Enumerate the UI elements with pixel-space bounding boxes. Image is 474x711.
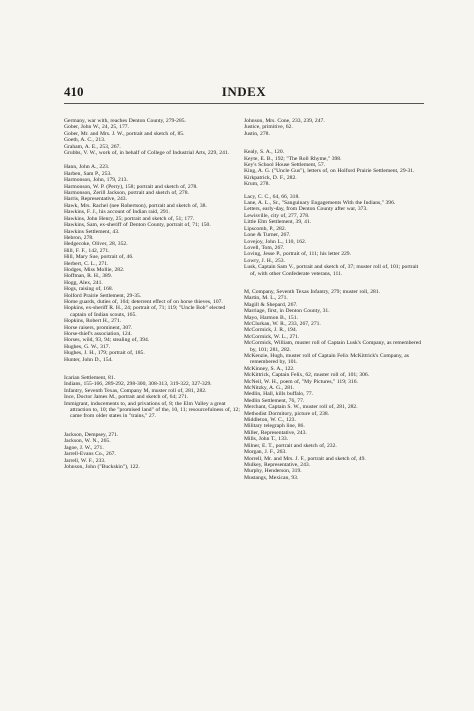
index-entry: Horse raisers, prominent, 307. bbox=[64, 324, 133, 331]
index-entry: Merchant, Captain S. W., muster roll of, 281, 282. bbox=[244, 404, 358, 411]
index-entry: Johnson, Mrs. Cone, 233, 239, 247. bbox=[244, 118, 325, 124]
index-entry: Icarian Settlement, 81. bbox=[64, 375, 116, 382]
index-entry: McCormick, W. L., 271. bbox=[244, 333, 300, 340]
index-entry: Kirkpatrick, D. F., 282. bbox=[244, 174, 297, 181]
index-entry: McClurkan, W. R., 233, 267, 271. bbox=[244, 320, 321, 327]
index-entry: Justice, primitive, 62. bbox=[244, 124, 293, 131]
index-entry: Lovejoy, John L., 110, 162. bbox=[244, 238, 307, 245]
index-entry: Lone & Turner, 267. bbox=[244, 232, 291, 239]
index-entry: Grubbs, V. W., work of, in behalf of College of Industrial Arts, 229, 241. bbox=[64, 150, 230, 157]
index-entry: Kealy, S. A., 120. bbox=[244, 149, 285, 156]
index-entry: Hill, Mary Sue, portrait of, 46. bbox=[64, 254, 134, 261]
index-entry: Home guards, duties of, 104; deterrent effect of on horse thieves, 107. bbox=[64, 298, 223, 305]
index-entry: Harris, Representative, 243. bbox=[64, 196, 127, 203]
index-entry: Hawkins, Sam, ex-sheriff of Denton County, portrait of, 71; 150. bbox=[64, 222, 211, 229]
index-entry: Harmonson, Zerill Jackson, portrait and sketch of, 278. bbox=[64, 190, 189, 197]
index-entry: Lusk, Captain Sam V., portrait and sketch of, 37; muster roll of, 101; portrait of, with other Confederate veterans, 111. bbox=[244, 264, 419, 277]
index-entry: Hopkins, ex-sheriff R. H., 24; portrait of, 71; 119; "Uncle Bob" elected captain of Indian scouts, 165. bbox=[64, 305, 226, 318]
index-entry: Loving, Jesse P., portrait of, 111; his letter 229. bbox=[244, 251, 351, 258]
index-letter-group bbox=[64, 375, 242, 420]
header-rule bbox=[64, 103, 424, 104]
index-entry: Hedgecoke, Oliver, 28, 352. bbox=[64, 241, 128, 248]
index-letter-group bbox=[64, 164, 242, 363]
page-header bbox=[64, 84, 424, 100]
index-entry: Miller, Representative, 243. bbox=[244, 429, 307, 436]
index-entry: Hawk, Mrs. Rachel (nee Robertson), portrait and sketch of, 38. bbox=[64, 202, 207, 209]
index-entry: Marriage, first, in Denton County, 31. bbox=[244, 308, 330, 315]
index-entry: Hughes, J. H., 179; portrait of, 185. bbox=[64, 350, 145, 357]
index-entry: Morgan, J. F., 263. bbox=[244, 449, 287, 456]
index-entry: Mustangs, Mexican, 93. bbox=[244, 474, 299, 481]
index-entry: Middleton, W. C., 123. bbox=[244, 417, 296, 424]
index-letter-group bbox=[244, 194, 422, 277]
index-entry: Infantry, Seventh Texas, Company M, muster roll of, 281, 282. bbox=[64, 387, 207, 394]
index-entry: Little Elm Settlement, 39, 41. bbox=[244, 219, 312, 226]
index-entry: Military telegraph line, 86. bbox=[244, 423, 305, 430]
index-letter-group bbox=[244, 118, 422, 137]
index-entry: Methodist Dormitory, picture of, 238. bbox=[244, 410, 330, 417]
index-entry: McNitzky, A. G., 281. bbox=[244, 385, 295, 392]
index-letter-group bbox=[244, 149, 422, 187]
index-entry: Hawkins, John Henry, 25; portrait and sketch of, 51; 177. bbox=[64, 215, 195, 222]
index-entry: Martin, M. L., 271. bbox=[244, 295, 288, 302]
page-title: INDEX bbox=[221, 84, 267, 99]
index-entry: Horse-thief's association, 124. bbox=[64, 331, 132, 337]
index-entry: McCormick, J. R., 194. bbox=[244, 327, 298, 334]
index-entry: Lacy, C. C., 64, 66, 318. bbox=[244, 193, 300, 200]
index-entry: Hawkins Settlement, 43. bbox=[64, 228, 120, 235]
index-entry: Indians, 155-166, 289-292, 298-300, 308-313, 319-322, 327-329. bbox=[64, 381, 212, 388]
index-entry: Jackson, Dempsey, 271. bbox=[64, 431, 119, 438]
index-entry: McKinney, S. A., 122. bbox=[244, 365, 295, 372]
index-entry: Germany, war with, reaches Denton County, 279-285. bbox=[64, 118, 186, 124]
index-entry: Lowry, J. H., 253. bbox=[244, 257, 285, 264]
index-entry: Milner, E. T., portrait and sketch of, 232. bbox=[244, 442, 337, 449]
index-entry: Letters, early-day, from Denton County after war, 373. bbox=[244, 206, 368, 213]
index-entry: Jarrell-Evans Co., 267. bbox=[64, 451, 116, 458]
index-column-right bbox=[244, 118, 422, 481]
index-entry: Hill, F. F., 142, 271. bbox=[64, 247, 110, 254]
index-entry: Hodges, Miss Mollie, 282. bbox=[64, 266, 125, 273]
index-entry: Justin, 278. bbox=[244, 130, 270, 137]
index-entry: Lovell, Tom, 267. bbox=[244, 244, 285, 251]
index-entry: Lewisville, city of, 277, 278. bbox=[244, 212, 310, 219]
index-entry: Gober, John W., 24, 25, 177. bbox=[64, 124, 129, 131]
index-entry: Horses, wild, 93, 94; stealing of, 394. bbox=[64, 337, 150, 344]
index-entry: Hebron, 278. bbox=[64, 234, 94, 241]
index-entry: M, Company, Seventh Texas Infantry, 279; muster roll, 281. bbox=[244, 288, 381, 295]
index-entry: Gober, Mr. and Mrs. J. W., portrait and sketch of, 85. bbox=[64, 130, 185, 137]
index-entry: Krum, 278. bbox=[244, 181, 270, 188]
index-entry: Harmonson, John, 179, 213. bbox=[64, 177, 128, 184]
index-entry: Morrell, Mr. and Mrs. J. F., portrait and sketch of, 49. bbox=[244, 455, 366, 462]
index-entry: Lane, A. L., Sr., "Sanguinary Engagements With the Indians," 396. bbox=[244, 200, 396, 207]
index-entry: Mills, John T., 133. bbox=[244, 436, 289, 443]
index-entry: McKittrick, Captain Felix, 62, muster roll of, 101; 306. bbox=[244, 372, 370, 379]
index-entry: Herbert, C. L., 271. bbox=[64, 260, 109, 267]
index-letter-group bbox=[244, 289, 422, 481]
index-entry: Keyte, E. B., 192; "The Roll Rhyme," 398. bbox=[244, 155, 342, 162]
index-entry: Hogs, raising of, 168. bbox=[64, 286, 114, 293]
index-entry: King, A. G. ("Uncle Gus"), letters of, on Holford Prairie Settlement, 29-31. bbox=[244, 168, 415, 175]
index-entry: Mayo, Harmon B., 151. bbox=[244, 314, 298, 321]
index-entry: Graham, A. E., 253, 267. bbox=[64, 143, 121, 150]
index-entry: Johnson, John ("Buckskin"), 122. bbox=[64, 463, 140, 470]
index-entry: Magill & Shepard, 267. bbox=[244, 301, 298, 308]
index-entry: Medlin, Hall, kills buffalo, 77. bbox=[244, 391, 314, 398]
page-number: 410 bbox=[64, 84, 84, 99]
index-entry: Goeth, A. C., 213. bbox=[64, 137, 106, 144]
index-letter-group bbox=[64, 118, 242, 156]
index-entry: Medlin Settlement, 76, 77. bbox=[244, 397, 305, 404]
index-entry: Hopkins, Robert H., 271. bbox=[64, 318, 122, 325]
index-entry: Ince, Doctor James M., portrait and sketch of, 64; 271. bbox=[64, 394, 189, 401]
index-entry: Mulkey, Representative, 243. bbox=[244, 461, 311, 468]
index-entry: Harmonson, W. P. (Perry), 158; portrait and sketch of, 278. bbox=[64, 183, 198, 190]
index-entry: Holford Prairie Settlement, 29-35. bbox=[64, 292, 142, 299]
index-entry: Murphy, Henderson, 319. bbox=[244, 468, 302, 475]
index-entry: McNeil, W. H., poem of, "My Pictures," 119; 316. bbox=[244, 378, 358, 385]
index-entry: Key's School House Settlement, 57. bbox=[244, 162, 326, 169]
index-entry: Jarrell, W. F., 233. bbox=[64, 457, 106, 464]
index-entry: Hann, John A., 223. bbox=[64, 164, 110, 171]
index-entry: Hogg, Alex, 241. bbox=[64, 279, 103, 286]
index-entry: Jackson, W. N., 265. bbox=[64, 438, 111, 445]
index-entry: Hoffman, R. H., 389. bbox=[64, 273, 113, 280]
index-entry: Harben, Sam P., 253. bbox=[64, 170, 112, 177]
index-entry: Hughes, G. W., 317. bbox=[64, 343, 110, 350]
index-entry: Immigrant, inducements to, and privations of, 8; the Elm Valley a great attraction to, 10; the "promised land" of the, 10, 11; resourcefulness of, 12; came from older states in "trains," 27. bbox=[64, 400, 240, 420]
index-entry: McKenzie, Hugh, muster roll of Captain Felix McKittrick's Company, as remembered by, 101. bbox=[244, 353, 409, 366]
index-entry: McCormick, William, muster roll of Captain Lusk's Company, as remembered by, 101; 281, 282. bbox=[244, 340, 422, 353]
index-letter-group bbox=[64, 432, 242, 470]
index-entry: Jagoe, J. W., 271. bbox=[64, 444, 104, 451]
index-entry: Hawkins, F. J., his account of Indian raid, 291. bbox=[64, 209, 170, 216]
index-column-left bbox=[64, 118, 242, 470]
index-entry: Hunter, John D., 154. bbox=[64, 356, 113, 363]
index-entry: Lipscomb, P., 282. bbox=[244, 225, 287, 232]
